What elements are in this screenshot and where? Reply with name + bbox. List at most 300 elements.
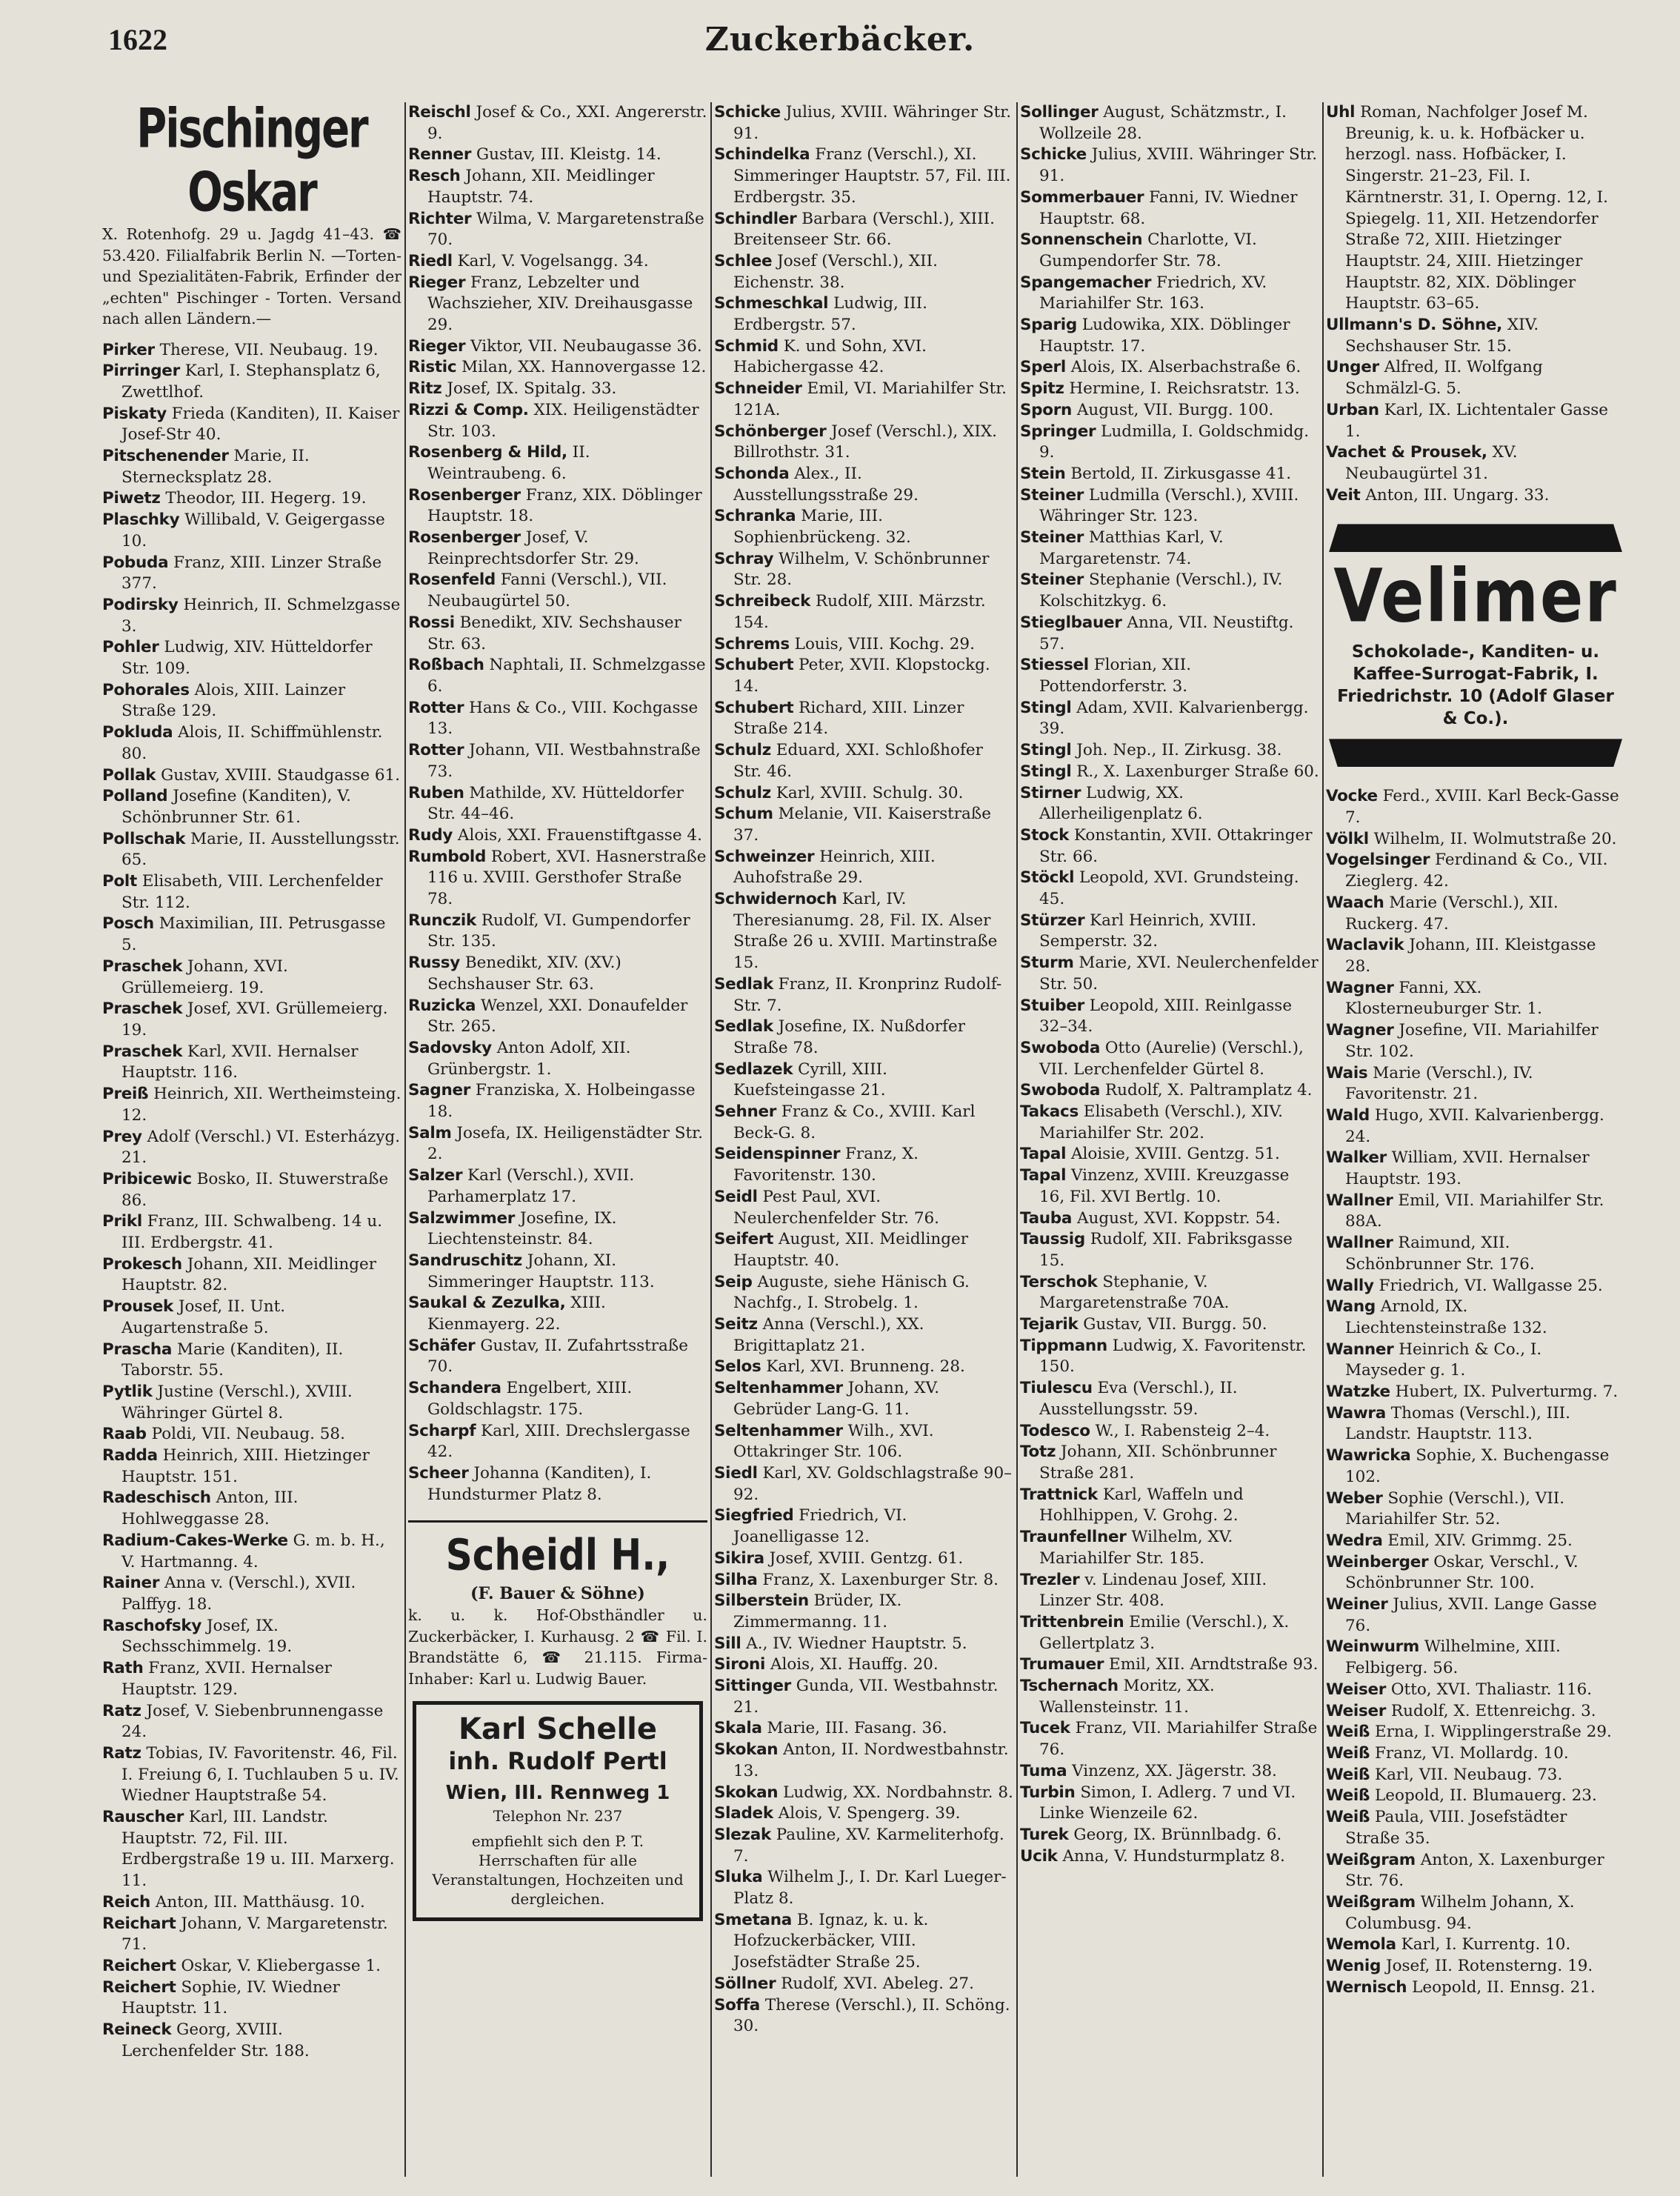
entry-address: Fanni (Verschl.), VII. Neubaugürtel 50. [427,570,667,611]
entry-address: Josefine, IX. Nußdorfer Straße 78. [733,1017,966,1057]
entry-address: Simon, I. Adlerg. 7 und VI. Linke Wienzeile 62. [1039,1783,1296,1823]
entry-address: Friedrich, VI. Wallgasse 25. [1373,1276,1603,1295]
entry-name: Saukal & Zezulka, [408,1294,566,1313]
directory-entry [714,1059,1013,1102]
entry-address: Karl (Verschl.), XVII. Parhamerplatz 17. [427,1166,635,1206]
entry-name: Ratz [102,1701,141,1720]
directory-entry [1326,1786,1625,1807]
entry-address: Gustav, III. Kleistg. 14. [471,145,661,164]
entry-name: Prey [102,1127,142,1146]
entry-name: Sporn [1020,400,1073,419]
directory-entry [1326,1722,1625,1743]
directory-entry [1326,893,1625,935]
entry-name: Rosenfeld [408,570,496,590]
directory-entry [1326,1892,1625,1934]
directory-entry [102,553,401,595]
entry-address: Alois, XI. Hauffg. 20. [765,1655,939,1674]
entry-name: Wawricka [1326,1446,1411,1465]
entry-address: Gustav, II. Zufahrtsstraße 70. [427,1336,688,1377]
directory-entry [1020,528,1319,570]
directory-entry [1326,1552,1625,1594]
entry-address: Marie, III. Sophienbrückeng. 32. [733,507,911,548]
directory-entry [1326,1956,1625,1977]
entry-name: Rosenberger [408,528,521,548]
ad-schelle [413,1701,703,1921]
entry-name: Weiß [1326,1786,1370,1806]
entry-address: Oskar, Verschl., V. Schönbrunner Str. 100. [1345,1552,1579,1593]
entry-address: Rudolf, X. Ettenreichg. 3. [1386,1701,1596,1720]
entry-name: Schwidernoch [714,890,837,909]
entry-address: Joh. Nep., II. Zirkusg. 38. [1071,741,1282,760]
entry-address: Ludmilla (Verschl.), XVIII. Währinger Str. 123. [1039,485,1299,526]
entry-address: II. Weintraubeng. 6. [427,443,590,483]
entry-name: Stuiber [1020,996,1084,1015]
entry-address: Maximilian, III. Petrusgasse 5. [121,914,386,955]
entry-address: Rudolf, VI. Gumpendorfer Str. 135. [427,911,690,951]
entry-address: Brüder, IX. Zimmermanng. 11. [733,1591,902,1631]
entry-address: Alois, XXI. Frauenstiftgasse 4. [453,825,702,845]
entry-address: Matthias Karl, V. Margaretenstr. 74. [1039,528,1224,568]
entry-address: Anton, III. Matthäusg. 10. [150,1892,365,1911]
directory-entry [1326,1403,1625,1445]
entry-address: Ludwig, XIV. Hütteldorfer Str. 109. [121,638,373,679]
entry-name: Schindelka [714,145,810,164]
directory-entry [1020,1165,1319,1208]
entry-address: Franz, VII. Mariahilfer Straße 76. [1039,1719,1318,1760]
entry-name: Reichart [102,1914,176,1933]
entry-name: Wawra [1326,1403,1386,1423]
entry-address: G. m. b. H., V. Hartmanng. 4. [121,1531,385,1571]
entry-name: Schubert [714,698,794,717]
entry-name: Springer [1020,422,1096,441]
entry-address: Leopold, XVI. Grundsteing. 45. [1039,868,1299,909]
entry-address: Sophie, X. Buchengasse 102. [1345,1446,1610,1486]
entry-address: Josef, II. Unt. Augartenstraße 5. [121,1297,286,1337]
directory-entry [102,1807,401,1892]
entry-name: Swoboda [1020,1081,1101,1100]
directory-entry [714,464,1013,506]
entry-name: Stirner [1020,783,1081,802]
entry-name: Raschofsky [102,1616,202,1635]
directory-entry [714,655,1013,697]
directory-entry [102,340,401,362]
entry-address: Julius, XVIII. Währinger Str. 91. [733,103,1012,143]
directory-entry [1020,1229,1319,1271]
entry-address: Theodor, III. Hegerg. 19. [160,489,367,508]
directory-entry [1020,144,1319,187]
entry-address: Franziska, X. Holbeingasse 18. [427,1081,696,1122]
directory-entry [1020,953,1319,995]
entry-address: Stephanie, V. Margaretenstraße 70A. [1039,1272,1230,1313]
entry-address: Arnold, IX. Liechtensteinstraße 132. [1345,1297,1547,1337]
entry-name: Weißgram [1326,1892,1416,1911]
entry-address: Gustav, XVIII. Staudgasse 61. [156,765,401,785]
entry-name: Piskaty [102,404,167,423]
directory-entry [102,1658,401,1700]
directory-entry [714,549,1013,591]
entry-name: Rumbold [408,847,487,866]
directory-entry [1326,1977,1625,1999]
entry-name: Steiner [1020,485,1084,505]
entry-address: Rudolf, XIII. Märzstr. 154. [733,592,986,632]
entry-name: Sturm [1020,954,1074,973]
column-5-entries-bottom [1326,786,1625,1998]
entry-address: Gunda, VII. Westbahnstr. 21. [733,1677,999,1717]
directory-entry [1020,1421,1319,1443]
directory-entry [102,637,401,679]
entry-name: Weinwurm [1326,1637,1419,1657]
entry-name: Riedl [408,251,453,270]
entry-address: Engelbert, XIII. Goldschlagstr. 175. [427,1379,633,1419]
entry-address: Karl, XVIII. Schulg. 30. [770,783,964,802]
entry-address: Wilma, V. Margaretenstraße 70. [427,209,704,250]
entry-address: Justine (Verschl.), XVIII. Währinger Gürtel 8. [121,1382,353,1423]
directory-entry [408,825,707,847]
directory-entry [714,1357,1013,1378]
directory-entry [408,357,707,379]
directory-columns [102,102,1625,2177]
entry-address: Cyrill, XIII. Kuefsteingasse 21. [733,1059,887,1100]
directory-entry [408,570,707,612]
entry-name: Sill [714,1634,741,1653]
entry-address: Konstantin, XVII. Ottakringer Str. 66. [1039,825,1313,866]
directory-entry [102,361,401,403]
entry-address: Karl, III. Landstr. Hauptstr. 72, Fil. III. Erdbergstraße 19 u. III. Marxerg. 11. [121,1808,395,1891]
entry-name: Praschek [102,1042,183,1061]
entry-address: Karl, XIII. Drechslergasse 42. [427,1421,690,1462]
entry-address: Johann, XII. Meidlinger Hauptstr. 82. [121,1254,377,1295]
entry-address: A., IV. Wiedner Hauptstr. 5. [741,1634,967,1653]
directory-entry [1020,1570,1319,1612]
directory-entry [1326,1276,1625,1297]
directory-entry [102,1488,401,1530]
entry-address: Franz, Lebzelter und Wachszieher, XIV. Dreihausgasse 29. [427,273,693,335]
directory-entry [408,1251,707,1293]
entry-name: Watzke [1326,1383,1390,1402]
entry-name: Radda [102,1446,158,1465]
directory-entry [1326,400,1625,442]
entry-name: Trumauer [1020,1655,1104,1674]
entry-address: Johann, XII. Meidlinger Hauptstr. 74. [427,167,655,207]
directory-entry [1020,783,1319,825]
entry-address: Heinrich & Co., I. Mayseder g. 1. [1345,1340,1542,1380]
directory-entry [1020,1080,1319,1102]
entry-name: Weinberger [1326,1552,1429,1571]
entry-name: Scheer [408,1464,469,1483]
entry-address: Franz, XVII. Hernalser Hauptstr. 129. [121,1659,332,1699]
entry-address: Marie (Verschl.), IV. Favoritenstr. 21. [1345,1063,1533,1104]
directory-entry [1326,1191,1625,1233]
directory-entry [1020,1527,1319,1569]
entry-name: Polt [102,872,137,891]
column-4 [1020,102,1319,2177]
directory-entry [1326,978,1625,1020]
entry-address: Hermine, I. Reichsratstr. 13. [1064,379,1300,399]
entry-address: Raimund, XII. Schönbrunner Str. 176. [1345,1234,1535,1274]
directory-entry [1326,1807,1625,1849]
entry-name: Seltenhammer [714,1379,843,1398]
entry-name: Prikl [102,1212,142,1231]
entry-name: Spangemacher [1020,273,1152,292]
entry-address: Karl, I. Kurrentg. 10. [1396,1935,1571,1954]
entry-address: Johann, XII. Schönbrunner Straße 281. [1039,1443,1277,1483]
entry-address: Vinzenz, XX. Jägerstr. 38. [1067,1761,1277,1780]
entry-address: Josef, XVI. Grüllemeierg. 19. [121,999,388,1039]
entry-address: Otto, XVI. Thaliastr. 116. [1386,1680,1593,1699]
directory-entry [1326,1637,1625,1679]
directory-entry [102,1445,401,1488]
directory-entry [1020,464,1319,485]
entry-name: Posch [102,914,154,934]
entry-address: Alois, V. Spengerg. 39. [773,1804,961,1823]
entry-name: Ruzicka [408,996,476,1015]
entry-name: Schweinzer [714,847,815,866]
directory-entry [408,209,707,251]
entry-address: Friedrich, XV. Mariahilfer Str. 163. [1039,273,1267,313]
entry-name: Schranka [714,507,796,526]
entry-address: Heinrich, XII. Wertheimsteing. 12. [121,1085,401,1125]
entry-address: Emil, VII. Mariahilfer Str. 88A. [1345,1191,1604,1231]
directory-entry [102,1424,401,1445]
directory-entry [102,1956,401,1977]
entry-name: Wemola [1326,1935,1396,1954]
entry-name: Sandruschitz [408,1251,523,1270]
column-4-entries [1020,102,1319,1867]
entry-address: Stephanie (Verschl.), IV. Kolschitzkyg. 6. [1039,570,1283,611]
entry-address: Eva (Verschl.), II. Ausstellungsstr. 59. [1039,1379,1238,1419]
entry-name: Raab [102,1425,147,1444]
directory-entry [1020,1272,1319,1314]
entry-address: Ferdinand & Co., VII. Zieglerg. 42. [1345,851,1608,891]
entry-name: Stiessel [1020,656,1089,675]
entry-address: Josef, IX. Sechsschimmelg. 19. [121,1616,293,1657]
directory-entry [1020,698,1319,740]
directory-entry [408,698,707,740]
ad-schelle-owner: inh. Rudolf Pertl [448,1747,667,1776]
directory-entry [1020,400,1319,422]
entry-name: Salm [408,1123,452,1142]
entry-address: Fanni, IV. Wiedner Hauptstr. 68. [1039,187,1298,228]
entry-address: Poldi, VII. Neubaug. 58. [146,1425,345,1444]
entry-name: Schulz [714,783,771,802]
entry-address: Fanni, XX. Klosterneuburger Str. 1. [1345,978,1542,1019]
entry-name: Rath [102,1659,144,1678]
entry-address: Wilhelm J., I. Dr. Karl Lueger-Platz 8. [733,1868,1007,1909]
directory-entry [1020,1144,1319,1165]
directory-entry [1020,187,1319,230]
directory-entry [408,655,707,697]
directory-entry [1020,1485,1319,1527]
directory-entry [1020,230,1319,272]
entry-address: Johann, XVI. Grüllemeierg. 19. [121,956,288,997]
directory-entry [1326,1765,1625,1786]
entry-name: Sonnenschein [1020,230,1143,250]
directory-entry [1020,1038,1319,1080]
entry-name: Stieglbauer [1020,613,1122,632]
entry-name: Preiß [102,1085,149,1104]
directory-entry [102,956,401,999]
directory-entry [714,804,1013,846]
entry-name: Sladek [714,1804,773,1823]
entry-name: Tiulescu [1020,1379,1093,1398]
entry-name: Sedlazek [714,1059,793,1079]
directory-entry [408,485,707,528]
directory-entry [102,722,401,765]
ad-schelle-name: Karl Schelle [458,1712,658,1747]
entry-name: Seip [714,1272,753,1291]
entry-address: Anton Adolf, XII. Grünbergstr. 1. [427,1038,631,1079]
entry-address: August, Schätzmstr., I. Wollzeile 28. [1039,103,1287,143]
entry-name: Radium-Cakes-Werke [102,1531,288,1550]
directory-entry [714,1272,1013,1314]
directory-entry [1326,1105,1625,1148]
entry-address: Anton, III. Ungarg. 33. [1360,485,1550,505]
entry-address: Richard, XIII. Linzer Straße 214. [733,698,964,739]
entry-address: Karl, XV. Goldschlagstraße 90–92. [733,1464,1012,1504]
directory-entry [102,871,401,914]
entry-name: Tauba [1020,1208,1073,1228]
entry-address: Milan, XX. Hannovergasse 12. [456,358,707,377]
entry-name: Wallner [1326,1234,1393,1253]
entry-name: Salzer [408,1166,463,1185]
entry-address: Karl, XVII. Hernalser Hauptstr. 116. [121,1042,359,1082]
directory-entry [1020,655,1319,697]
ad-pischinger [102,102,401,330]
entry-address: Emil, VI. Mariahilfer Str. 121A. [733,379,1007,419]
directory-entry [1326,1934,1625,1956]
entry-name: Sedlak [714,974,773,994]
directory-entry [1020,911,1319,953]
entry-name: Schmeschkal [714,294,829,313]
entry-name: Veit [1326,485,1361,505]
entry-name: Silha [714,1570,758,1589]
entry-name: Seltenhammer [714,1421,843,1440]
entry-name: Tapal [1020,1145,1067,1164]
directory-entry [1326,935,1625,977]
entry-name: Weiß [1326,1744,1370,1763]
entry-name: Swoboda [1020,1038,1101,1057]
directory-entry [102,1616,401,1658]
directory-entry [408,783,707,825]
entry-name: Spitz [1020,379,1064,399]
entry-name: Schicke [1020,145,1087,164]
entry-address: Anton, III. Hohlweggasse 28. [121,1488,299,1529]
directory-entry [1020,1612,1319,1654]
entry-address: Josef & Co., XXI. Angererstr. 9. [427,103,707,143]
directory-entry [102,1892,401,1914]
entry-address: Josefine, IX. Liechtensteinstr. 84. [427,1208,617,1249]
entry-name: Selos [714,1357,761,1377]
directory-entry [1326,1382,1625,1403]
entry-name: Trittenbrein [1020,1612,1124,1631]
entry-name: Wagner [1326,978,1394,997]
directory-entry [714,1570,1013,1591]
entry-name: Sittinger [714,1677,791,1696]
directory-entry [102,1127,401,1169]
directory-entry [102,680,401,722]
entry-name: Weiß [1326,1723,1370,1742]
directory-entry [714,1421,1013,1463]
entry-address: Karl, Waffeln und Hohlhippen, V. Grohg. 2. [1039,1485,1244,1525]
entry-address: Paula, VIII. Josefstädter Straße 35. [1345,1808,1567,1848]
directory-entry [408,1378,707,1420]
directory-entry [408,1293,707,1335]
directory-entry [714,1803,1013,1825]
entry-address: W., I. Rabensteig 2–4. [1090,1421,1270,1440]
entry-name: Reich [102,1892,151,1911]
entry-name: Steiner [1020,570,1084,590]
directory-entry [1020,357,1319,379]
entry-name: Weiser [1326,1701,1387,1720]
entry-name: Urban [1326,400,1379,419]
entry-address: Julius, XVII. Lange Gasse 76. [1345,1595,1597,1635]
entry-name: Pobuda [102,553,169,572]
entry-address: Johann, V. Margaretenstr. 71. [121,1914,388,1954]
directory-entry [714,1505,1013,1548]
entry-name: Uhl [1326,103,1356,122]
directory-entry [1020,1336,1319,1378]
directory-entry [714,293,1013,336]
entry-address: Anna, V. Hundsturmplatz 8. [1057,1846,1285,1866]
entry-name: Weißgram [1326,1850,1416,1869]
entry-name: Ritz [408,379,442,399]
entry-address: Heinrich, II. Schmelzgasse 3. [121,595,401,636]
entry-name: Tippmann [1020,1336,1107,1355]
directory-entry [1020,1102,1319,1144]
ad-schelle-phone: Telephon Nr. 237 [493,1807,623,1826]
entry-address: Johann, XV. Gebrüder Lang-G. 11. [733,1379,940,1419]
entry-name: Trattnick [1020,1485,1098,1504]
entry-name: Wald [1326,1105,1370,1125]
directory-entry [408,400,707,442]
entry-name: Prascha [102,1340,173,1359]
entry-name: Sedlak [714,1017,773,1037]
directory-entry [1020,1314,1319,1336]
entry-address: Hans & Co., VIII. Kochgasse 13. [427,698,699,739]
entry-name: Prokesch [102,1254,182,1274]
entry-address: Georg, XVIII. Lerchenfelder Str. 188. [121,2020,310,2060]
entry-name: Schicke [714,103,781,122]
entry-name: Taussig [1020,1230,1085,1249]
entry-name: Waach [1326,893,1384,912]
entry-address: Marie, III. Fasang. 36. [761,1719,947,1738]
entry-address: Ludwig, X. Favoritenstr. 150. [1039,1336,1307,1377]
directory-entry [102,1297,401,1339]
entry-name: Waclavik [1326,936,1404,955]
entry-name: Schmid [714,336,779,356]
entry-name: Ristic [408,358,457,377]
entry-name: Praschek [102,956,183,976]
entry-name: Weber [1326,1488,1383,1508]
entry-address: Josef, II. Rotensterng. 19. [1381,1957,1593,1976]
entry-name: Siegfried [714,1506,794,1525]
entry-address: Josef, IX. Spitalg. 33. [441,379,617,399]
entry-name: Weiner [1326,1595,1388,1614]
directory-entry [714,1654,1013,1676]
entry-address: Emil, XIV. Grimmg. 25. [1382,1531,1573,1550]
directory-entry [714,1825,1013,1867]
directory-entry [1020,1208,1319,1230]
entry-address: Josefine (Kanditen), V. Schönbrunner Str. 61. [121,787,351,827]
directory-entry [408,379,707,400]
running-head: Zuckerbäcker. [704,21,976,59]
entry-address: Franz & Co., XVIII. Karl Beck-G. 8. [733,1102,976,1142]
directory-entry [408,1421,707,1463]
ad-scheidl-subtitle: (F. Bauer & Söhne) [470,1584,645,1604]
ad-scheidl [408,1520,707,1689]
ad-scheidl-text: k. u. k. Hof-Obsthändler u. Zuckerbäcker, I. Kurhausg. 2 ☎ Fil. I. Brandstätte 6, ☎ 21.115. Firma-Inhaber: Karl u. Ludwig Bauer. [408,1606,707,1688]
entry-name: Reineck [102,2020,172,2040]
